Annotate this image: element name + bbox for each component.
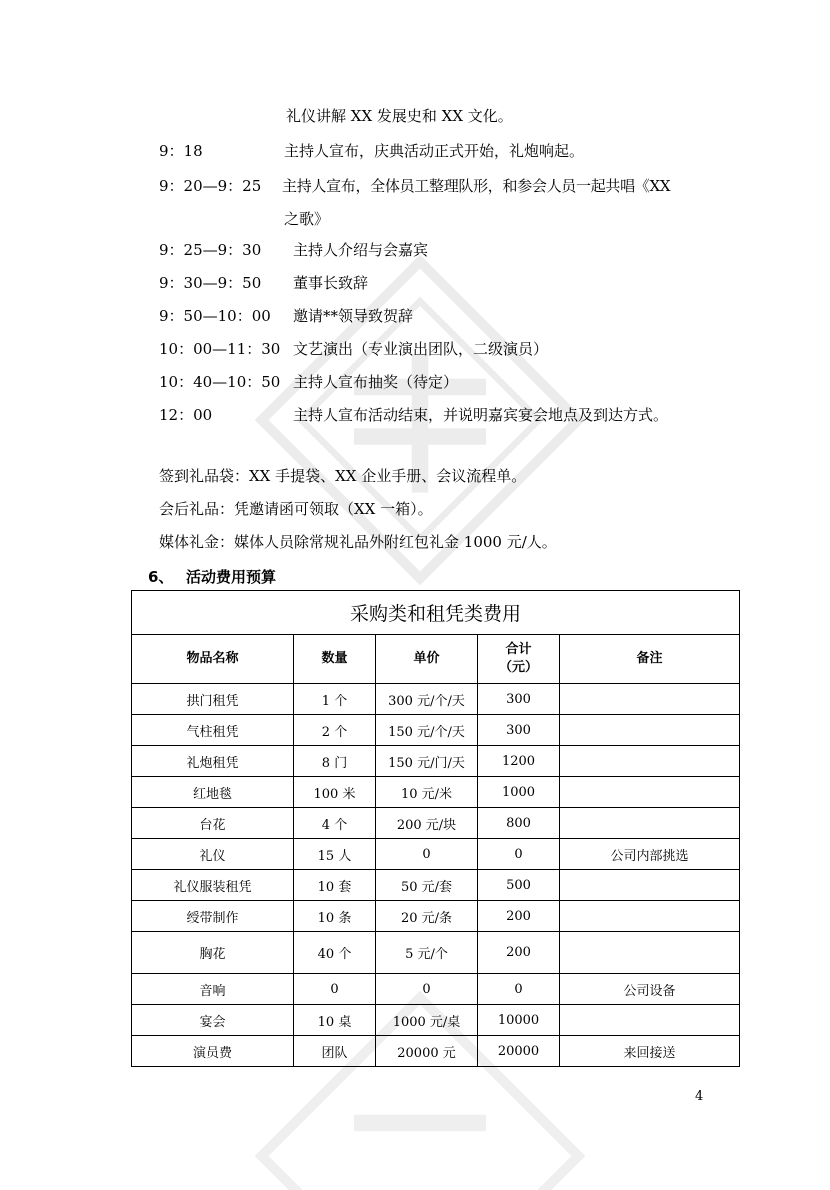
schedule-time: 9：50—10：00 [159, 307, 271, 325]
cell-total: 0 [478, 974, 560, 1005]
cell-unit-price: 0 [376, 974, 478, 1005]
header-quantity: 数量 [294, 635, 376, 684]
table-row [132, 870, 740, 901]
cell-unit-price: 20 元/条 [376, 901, 478, 932]
table-row [132, 777, 740, 808]
cell-quantity: 4 个 [294, 808, 376, 839]
header-total [478, 635, 560, 684]
cell-quantity: 10 条 [294, 901, 376, 932]
schedule-time: 9：30—9：50 [159, 274, 262, 292]
header-item-name: 物品名称 [132, 635, 294, 684]
cell-total: 200 [478, 932, 560, 974]
schedule-time: 9：20—9：25 [159, 177, 262, 195]
cell-unit-price: 5 元/个 [376, 932, 478, 974]
cell-item-name: 音响 [132, 974, 294, 1005]
cell-unit-price: 200 元/块 [376, 808, 478, 839]
table-row [132, 839, 740, 870]
schedule-desc-continuation: 之歌》 [284, 210, 330, 228]
cell-unit-price: 150 元/个/天 [376, 715, 478, 746]
cell-total: 1200 [478, 746, 560, 777]
table-row [132, 974, 740, 1005]
cell-remarks [560, 777, 740, 808]
header-remarks: 备注 [560, 635, 740, 684]
cell-remarks [560, 901, 740, 932]
schedule-desc: 主持人宣布，全体员工整理队形，和参会人员一起共唱《XX [282, 177, 671, 195]
cell-quantity: 团队 [294, 1036, 376, 1067]
cell-total: 10000 [478, 1005, 560, 1036]
cell-remarks [560, 715, 740, 746]
cell-quantity: 10 桌 [294, 1005, 376, 1036]
schedule-time: 9：25—9：30 [159, 241, 262, 259]
header-total-label: 合计 [505, 642, 532, 657]
cell-item-name: 红地毯 [132, 777, 294, 808]
table-row [132, 684, 740, 715]
table-row [132, 932, 740, 974]
cell-quantity: 100 米 [294, 777, 376, 808]
table-row [132, 1036, 740, 1067]
cell-quantity: 0 [294, 974, 376, 1005]
schedule-time: 10：00—11：30 [159, 340, 281, 358]
cell-item-name: 礼仪服装租凭 [132, 870, 294, 901]
cell-unit-price: 1000 元/桌 [376, 1005, 478, 1036]
cell-item-name: 拱门租凭 [132, 684, 294, 715]
cell-remarks: 来回接送 [560, 1036, 740, 1067]
cell-item-name: 演员费 [132, 1036, 294, 1067]
schedule-time: 9：18 [159, 142, 203, 160]
table-header-row [132, 635, 740, 684]
cell-remarks [560, 684, 740, 715]
cell-total: 300 [478, 684, 560, 715]
cell-unit-price: 300 元/个/天 [376, 684, 478, 715]
cell-remarks [560, 746, 740, 777]
section-heading [148, 566, 276, 587]
table-row [132, 808, 740, 839]
table-row [132, 715, 740, 746]
header-total-unit: （元） [498, 660, 538, 675]
cell-item-name: 礼炮租凭 [132, 746, 294, 777]
cell-quantity: 40 个 [294, 932, 376, 974]
cell-item-name: 台花 [132, 808, 294, 839]
cell-item-name: 胸花 [132, 932, 294, 974]
budget-table [131, 590, 740, 1067]
cell-item-name: 宴会 [132, 1005, 294, 1036]
gift-signin: 签到礼品袋：XX 手提袋、XX 企业手册、会议流程单。 [159, 467, 527, 485]
schedule-intro-line: 礼仪讲解 XX 发展史和 XX 文化。 [286, 107, 513, 125]
cell-remarks: 公司内部挑选 [560, 839, 740, 870]
schedule-desc: 邀请**领导致贺辞 [293, 307, 414, 325]
cell-quantity: 2 个 [294, 715, 376, 746]
cell-item-name: 气柱租凭 [132, 715, 294, 746]
cell-total: 500 [478, 870, 560, 901]
cell-total: 200 [478, 901, 560, 932]
cell-total: 300 [478, 715, 560, 746]
schedule-desc: 主持人宣布抽奖（待定） [293, 373, 459, 391]
page-number: 4 [695, 1089, 704, 1104]
section-number: 6、 [148, 568, 174, 586]
cell-total: 1000 [478, 777, 560, 808]
cell-unit-price: 50 元/套 [376, 870, 478, 901]
schedule-desc: 主持人宣布活动结束，并说明嘉宾宴会地点及到达方式。 [293, 406, 669, 424]
cell-remarks [560, 932, 740, 974]
cell-item-name: 礼仪 [132, 839, 294, 870]
cell-quantity: 8 门 [294, 746, 376, 777]
schedule-desc: 董事长致辞 [293, 274, 369, 292]
cell-remarks [560, 808, 740, 839]
header-unit-price: 单价 [376, 635, 478, 684]
cell-remarks [560, 870, 740, 901]
schedule-desc: 主持人介绍与会嘉宾 [293, 241, 429, 259]
cell-quantity: 1 个 [294, 684, 376, 715]
cell-remarks: 公司设备 [560, 974, 740, 1005]
cell-item-name: 绶带制作 [132, 901, 294, 932]
table-row [132, 901, 740, 932]
cell-unit-price: 10 元/米 [376, 777, 478, 808]
schedule-time: 12：00 [159, 406, 213, 424]
schedule-time: 10：40—10：50 [159, 373, 281, 391]
cell-quantity: 10 套 [294, 870, 376, 901]
cell-total: 800 [478, 808, 560, 839]
cell-total: 20000 [478, 1036, 560, 1067]
table-row [132, 746, 740, 777]
cell-quantity: 15 人 [294, 839, 376, 870]
table-row [132, 1005, 740, 1036]
gift-media: 媒体礼金：媒体人员除常规礼品外附红包礼金 1000 元/人。 [159, 533, 557, 551]
section-title: 活动费用预算 [186, 568, 277, 586]
cell-remarks [560, 1005, 740, 1036]
schedule-desc: 文艺演出（专业演出团队，二级演员） [293, 340, 549, 358]
cell-unit-price: 20000 元 [376, 1036, 478, 1067]
table-caption: 采购类和租凭类费用 [132, 591, 740, 635]
schedule-desc: 主持人宣布，庆典活动正式开始，礼炮响起。 [284, 142, 585, 160]
cell-total: 0 [478, 839, 560, 870]
gift-after: 会后礼品：凭邀请函可领取（XX 一箱）。 [159, 500, 433, 518]
cell-unit-price: 0 [376, 839, 478, 870]
cell-unit-price: 150 元/门/天 [376, 746, 478, 777]
